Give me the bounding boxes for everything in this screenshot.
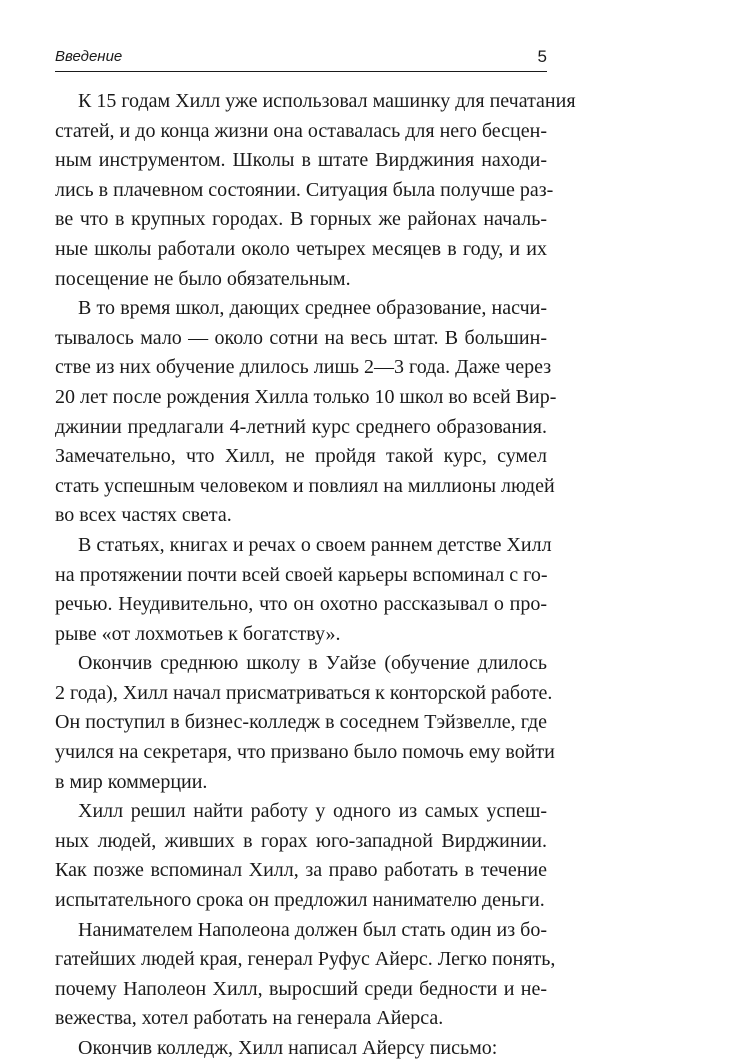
- paragraph: [55, 87, 576, 294]
- text-line: джинии предлагали 4-летний курс среднего образования.: [55, 415, 547, 438]
- paragraph: [55, 1034, 547, 1064]
- text-line: 20 лет после рождения Хилла только 10 школ во всей Вир-: [55, 385, 557, 408]
- text-line: стать успешным человеком и повлиял на миллионы людей: [55, 474, 555, 497]
- text-line: гатейших людей края, генерал Руфус Айерс. Легко понять,: [55, 948, 556, 971]
- text-line: речью. Неудивительно, что он охотно рассказывал о про-: [55, 593, 547, 616]
- header-rule: [55, 71, 547, 72]
- text-line: Окончив колледж, Хилл написал Айерсу письмо:: [78, 1037, 498, 1059]
- text-line: ных людей, живших в горах юго-западной Вирджинии.: [55, 829, 547, 852]
- text-line: тывалось мало — около сотни на весь штат. В большин-: [55, 326, 547, 349]
- text-line: во всех частях света.: [55, 504, 232, 527]
- text-line: учился на секретаря, что призвано было помочь ему войти: [55, 741, 555, 764]
- text-line: лись в плачевном состоянии. Ситуация была получше раз-: [55, 178, 554, 201]
- text-line: почему Наполеон Хилл, выросший среди бедности и не-: [55, 977, 547, 1000]
- text-line: В то время школ, дающих среднее образование, насчи-: [78, 297, 547, 320]
- text-line: статей, и до конца жизни она оставалась для него бесцен-: [55, 119, 547, 142]
- text-line: рыве «от лохмотьев к богатству».: [55, 622, 341, 645]
- body-text: [55, 87, 576, 1064]
- text-line: стве из них обучение длилось лишь 2—3 года. Даже через: [55, 356, 552, 379]
- text-line: К 15 годам Хилл уже использовал машинку для печатания: [78, 90, 576, 112]
- text-line: Хилл решил найти работу у одного из самых успеш-: [78, 800, 547, 823]
- paragraph: [55, 797, 547, 915]
- paragraph: [55, 649, 555, 797]
- text-line: испытательного срока он предложил нанимателю деньги.: [55, 889, 545, 912]
- paragraph: [55, 531, 552, 649]
- text-line: в мир коммерции.: [55, 770, 208, 793]
- text-line: ве что в крупных городах. В горных же районах началь-: [55, 208, 547, 231]
- text-line: Окончив среднюю школу в Уайзе (обучение длилось: [78, 652, 547, 675]
- paragraph: [55, 916, 556, 1034]
- paragraph: [55, 294, 557, 531]
- text-line: посещение не было обязательным.: [55, 267, 351, 290]
- section-title: Введение: [55, 48, 123, 65]
- text-line: ным инструментом. Школы в штате Вирджиния находи-: [55, 149, 547, 172]
- page-number: 5: [537, 47, 547, 66]
- text-line: Нанимателем Наполеона должен был стать один из бо-: [78, 918, 547, 941]
- text-line: 2 года), Хилл начал присматриваться к конторской работе.: [55, 681, 553, 704]
- text-line: Замечательно, что Хилл, не пройдя такой курс, сумел: [55, 445, 547, 468]
- text-line: Он поступил в бизнес-колледж в соседнем Тэйзвелле, где: [55, 711, 547, 734]
- text-line: В статьях, книгах и речах о своем раннем детстве Хилл: [78, 533, 552, 556]
- text-line: на протяжении почти всей своей карьеры вспоминал с го-: [55, 563, 548, 586]
- text-line: ные школы работали около четырех месяцев в году, и их: [55, 237, 547, 260]
- running-head: [55, 46, 547, 68]
- text-line: Как позже вспоминал Хилл, за право работать в течение: [55, 859, 547, 882]
- text-line: вежества, хотел работать на генерала Айерса.: [55, 1007, 444, 1030]
